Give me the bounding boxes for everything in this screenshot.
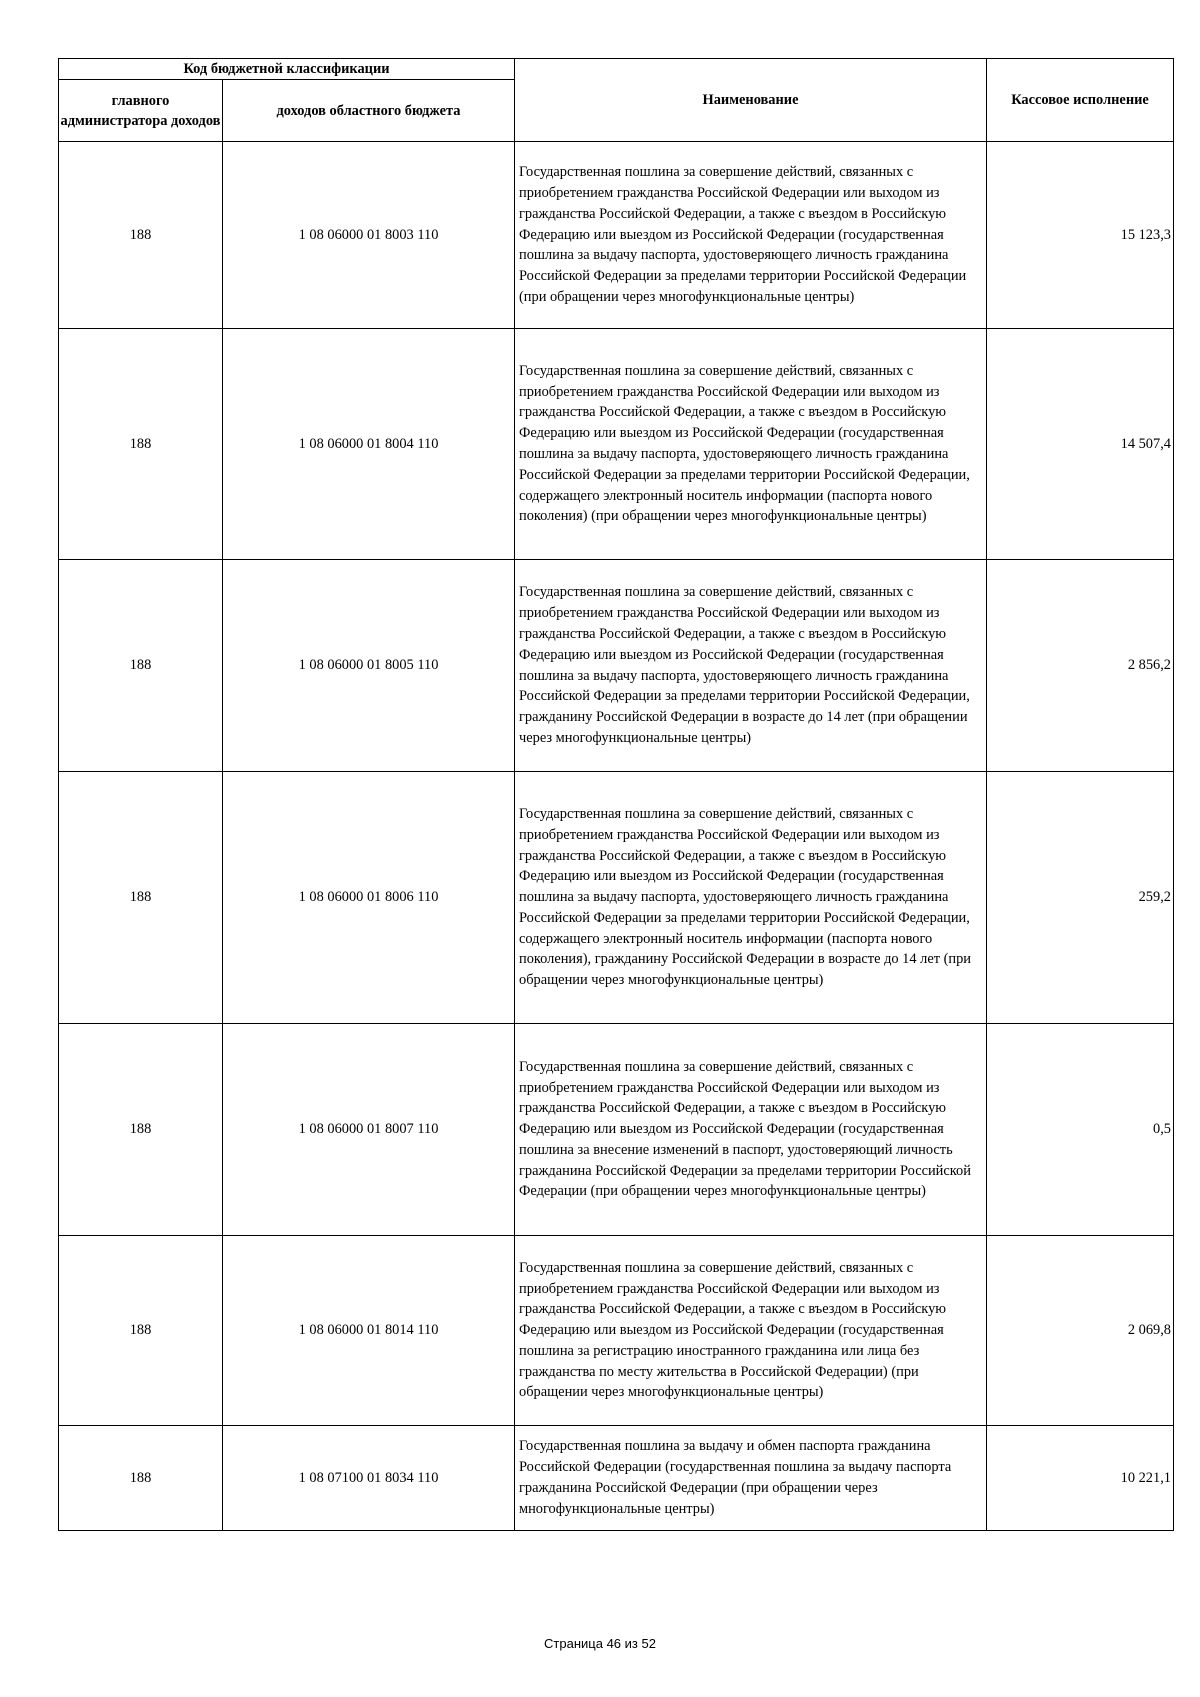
header-row-group: [59, 59, 1174, 80]
page-number: Страница 46 из 52: [544, 1636, 656, 1651]
cell-admin: 188: [59, 1236, 223, 1426]
cell-amount: 15 123,3: [987, 142, 1174, 329]
cell-name: Государственная пошлина за совершение действий, связанных с приобретением гражданства Российской Федерации или выходом из гражданства Российской Федерации, а также с въездом в Российскую Федерацию или выездом из Российской Федерации (государственная пошлина за выдачу паспорта, удостоверяющего личность гражданина Российской Федерации за пределами территории Российской Федерации, содержащего электронный носитель информации (паспорта нового поколения), гражданину Российской Федерации в возрасте до 14 лет (при обращении через многофункциональные центры): [515, 772, 987, 1024]
cell-admin: 188: [59, 1024, 223, 1236]
cell-code: 1 08 06000 01 8005 110: [223, 560, 515, 772]
cell-admin: 188: [59, 772, 223, 1024]
cell-code: 1 08 06000 01 8007 110: [223, 1024, 515, 1236]
cell-amount: 2 856,2: [987, 560, 1174, 772]
cell-amount: 10 221,1: [987, 1426, 1174, 1531]
cell-code: 1 08 06000 01 8006 110: [223, 772, 515, 1024]
table-row: [59, 142, 1174, 329]
cell-name: Государственная пошлина за совершение действий, связанных с приобретением гражданства Российской Федерации или выходом из гражданства Российской Федерации, а также с въездом в Российскую Федерацию или выездом из Российской Федерации (государственная пошлина за выдачу паспорта, удостоверяющего личность гражданина Российской Федерации за пределами территории Российской Федерации, содержащего электронный носитель информации (паспорта нового поколения) (при обращении через многофункциональные центры): [515, 329, 987, 560]
cell-amount: 2 069,8: [987, 1236, 1174, 1426]
cell-admin: 188: [59, 329, 223, 560]
table-row: [59, 560, 1174, 772]
budget-revenue-table: [58, 58, 1174, 1531]
cell-name: Государственная пошлина за совершение действий, связанных с приобретением гражданства Российской Федерации или выходом из гражданства Российской Федерации, а также с въездом в Российскую Федерацию или выездом из Российской Федерации (государственная пошлина за внесение изменений в паспорт, удостоверяющий личность гражданина Российской Федерации за пределами территории Российской Федерации (при обращении через многофункциональные центры): [515, 1024, 987, 1236]
cell-admin: 188: [59, 142, 223, 329]
table-row: [59, 329, 1174, 560]
cell-name: Государственная пошлина за совершение действий, связанных с приобретением гражданства Российской Федерации или выходом из гражданства Российской Федерации, а также с въездом в Российскую Федерацию или выездом из Российской Федерации (государственная пошлина за выдачу паспорта, удостоверяющего личность гражданина Российской Федерации за пределами территории Российской Федерации (при обращении через многофункциональные центры): [515, 142, 987, 329]
header-budget-classification: Код бюджетной классификации: [59, 59, 515, 80]
header-amount: Кассовое исполнение: [987, 59, 1174, 142]
table-row: [59, 772, 1174, 1024]
cell-code: 1 08 07100 01 8034 110: [223, 1426, 515, 1531]
cell-admin: 188: [59, 1426, 223, 1531]
cell-code: 1 08 06000 01 8003 110: [223, 142, 515, 329]
header-name: Наименование: [515, 59, 987, 142]
table-body: [59, 142, 1174, 1531]
table-row: [59, 1024, 1174, 1236]
header-code: доходов областного бюджета: [223, 80, 515, 142]
cell-amount: 259,2: [987, 772, 1174, 1024]
cell-amount: 0,5: [987, 1024, 1174, 1236]
cell-amount: 14 507,4: [987, 329, 1174, 560]
cell-name: Государственная пошлина за совершение действий, связанных с приобретением гражданства Российской Федерации или выходом из гражданства Российской Федерации, а также с въездом в Российскую Федерацию или выездом из Российской Федерации (государственная пошлина за регистрацию иностранного гражданина или лица без гражданства по месту жительства в Российской Федерации) (при обращении через многофункциональные центры): [515, 1236, 987, 1426]
header-admin: главного администратора доходов: [59, 80, 223, 142]
cell-code: 1 08 06000 01 8014 110: [223, 1236, 515, 1426]
cell-admin: 188: [59, 560, 223, 772]
table-row: [59, 1236, 1174, 1426]
cell-name: Государственная пошлина за совершение действий, связанных с приобретением гражданства Российской Федерации или выходом из гражданства Российской Федерации, а также с въездом в Российскую Федерацию или выездом из Российской Федерации (государственная пошлина за выдачу паспорта, удостоверяющего личность гражданина Российской Федерации за пределами территории Российской Федерации, гражданину Российской Федерации в возрасте до 14 лет (при обращении через многофункциональные центры): [515, 560, 987, 772]
table-header: [59, 59, 1174, 142]
cell-code: 1 08 06000 01 8004 110: [223, 329, 515, 560]
cell-name: Государственная пошлина за выдачу и обмен паспорта гражданина Российской Федерации (государственная пошлина за выдачу паспорта гражданина Российской Федерации (при обращении через многофункциональные центры): [515, 1426, 987, 1531]
table-row: [59, 1426, 1174, 1531]
